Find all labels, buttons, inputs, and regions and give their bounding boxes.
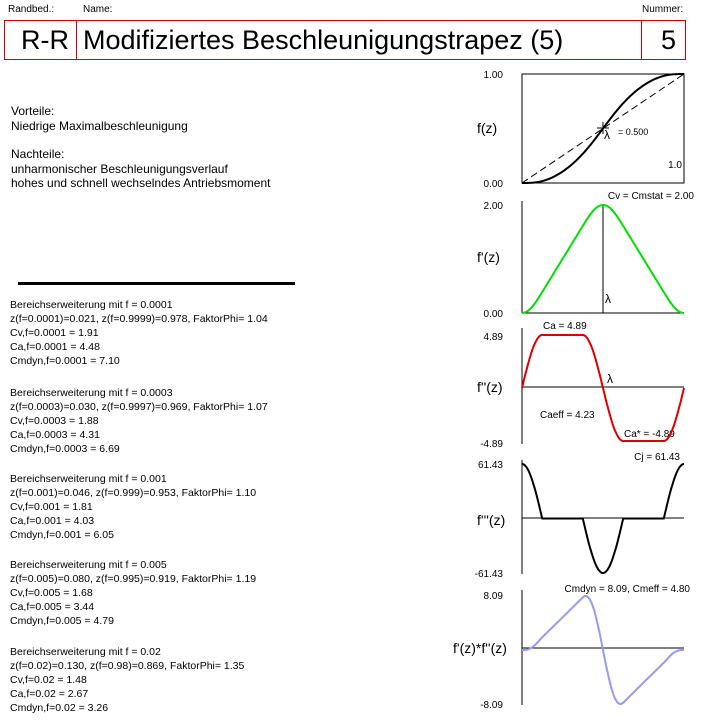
extension-cv: Cv,f=0.0001 = 1.91 [10, 327, 99, 340]
plot-jerk [475, 452, 684, 580]
lambda-symbol: λ [605, 292, 611, 306]
extension-cv: Cv,f=0.001 = 1.81 [10, 501, 93, 514]
y-tick-label: -8.09 [480, 700, 503, 711]
y-tick-label: 4.89 [483, 332, 503, 343]
lambda-symbol: λ [607, 372, 613, 386]
caeff-annotation: Caeff = 4.23 [540, 410, 595, 421]
extension-ca: Ca,f=0.0001 = 4.48 [10, 341, 100, 354]
y-tick-label: 2.00 [483, 201, 503, 212]
nachteile-item: unharmonischer Beschleunigungsverlauf [11, 161, 228, 176]
extension-z: z(f=0.0001)=0.021, z(f=0.9999)=0.978, FaktorPhi= 1.04 [10, 313, 268, 326]
y-axis-label: f'(z) [477, 249, 500, 265]
extension-title: Bereichserweiterung mit f = 0.0001 [10, 299, 173, 311]
x-tick-label: 1.0 [668, 160, 682, 171]
randbed-value: R-R [21, 25, 69, 55]
y-tick-label: -4.89 [480, 439, 503, 450]
name-value: Modifiziertes Beschleunigungstrapez (5) [83, 25, 564, 55]
cj-annotation: Cj = 61.43 [634, 452, 680, 463]
ca-star-annotation: Ca* = -4.89 [624, 429, 675, 440]
plot-position [477, 70, 684, 190]
extension-ca: Ca,f=0.001 = 4.03 [10, 515, 95, 528]
ca-annotation: Ca = 4.89 [543, 321, 587, 332]
plot-power [453, 584, 690, 711]
extension-ca: Ca,f=0.02 = 2.67 [10, 688, 89, 701]
extension-cv: Cv,f=0.005 = 1.68 [10, 587, 93, 600]
extension-cmdyn: Cmdyn,f=0.0003 = 6.69 [10, 443, 120, 456]
nummer-value: 5 [661, 25, 677, 55]
extension-ca: Ca,f=0.0003 = 4.31 [10, 429, 100, 442]
y-axis-label: f''(z) [477, 379, 503, 395]
extension-cmdyn: Cmdyn,f=0.0001 = 7.10 [10, 355, 120, 368]
y-tick-label: -61.43 [474, 569, 503, 580]
extension-ca: Ca,f=0.005 = 3.44 [10, 601, 95, 614]
extension-title: Bereichserweiterung mit f = 0.001 [10, 473, 167, 485]
extension-cmdyn: Cmdyn,f=0.001 = 6.05 [10, 529, 114, 542]
extension-cv: Cv,f=0.0003 = 1.88 [10, 415, 99, 428]
extension-z: z(f=0.005)=0.080, z(f=0.995)=0.919, FaktorPhi= 1.19 [10, 573, 257, 586]
lambda-symbol: λ [604, 128, 610, 142]
nachteile-item: hohes und schnell wechselndes Antriebsmoment [11, 176, 271, 190]
y-tick-label: 61.43 [477, 460, 503, 471]
y-tick-label: 0.00 [483, 179, 503, 190]
nachteile-title: Nachteile: [11, 147, 65, 161]
y-axis-label: f'(z)*f''(z) [453, 640, 507, 656]
extension-title: Bereichserweiterung mit f = 0.02 [10, 646, 161, 658]
plot-acceleration [477, 321, 684, 450]
vorteile-item: Niedrige Maximalbeschleunigung [11, 118, 188, 133]
randbed-label: Randbed.: [8, 4, 55, 15]
cv-annotation: Cv = Cmstat = 2.00 [607, 191, 694, 202]
extension-cv: Cv,f=0.02 = 1.48 [10, 674, 87, 687]
power-curve [522, 596, 684, 704]
name-label: Name: [83, 4, 113, 15]
y-tick-label: 0.00 [483, 309, 503, 320]
extension-z: z(f=0.001)=0.046, z(f=0.999)=0.953, FaktorPhi= 1.10 [10, 487, 257, 500]
cmdyn-annotation: Cmdyn = 8.09, Cmeff = 4.80 [564, 584, 690, 595]
y-tick-label: 1.00 [483, 70, 503, 81]
y-axis-label: f'''(z) [477, 512, 506, 528]
y-axis-label: f(z) [477, 120, 498, 136]
acceleration-curve [522, 335, 684, 441]
extension-title: Bereichserweiterung mit f = 0.005 [10, 559, 167, 571]
vorteile-title: Vorteile: [11, 104, 55, 118]
extension-z: z(f=0.0003)=0.030, z(f=0.9997)=0.969, FaktorPhi= 1.07 [10, 401, 268, 414]
extension-title: Bereichserweiterung mit f = 0.0003 [10, 387, 173, 399]
extension-z: z(f=0.02)=0.130, z(f=0.98)=0.869, FaktorPhi= 1.35 [10, 660, 245, 673]
extension-cmdyn: Cmdyn,f=0.02 = 3.26 [10, 702, 109, 715]
nummer-label: Nummer: [642, 4, 684, 15]
lambda-value: = 0.500 [618, 127, 649, 137]
plot-velocity [477, 191, 694, 320]
y-tick-label: 8.09 [483, 591, 503, 602]
extension-cmdyn: Cmdyn,f=0.005 = 4.79 [10, 615, 114, 628]
